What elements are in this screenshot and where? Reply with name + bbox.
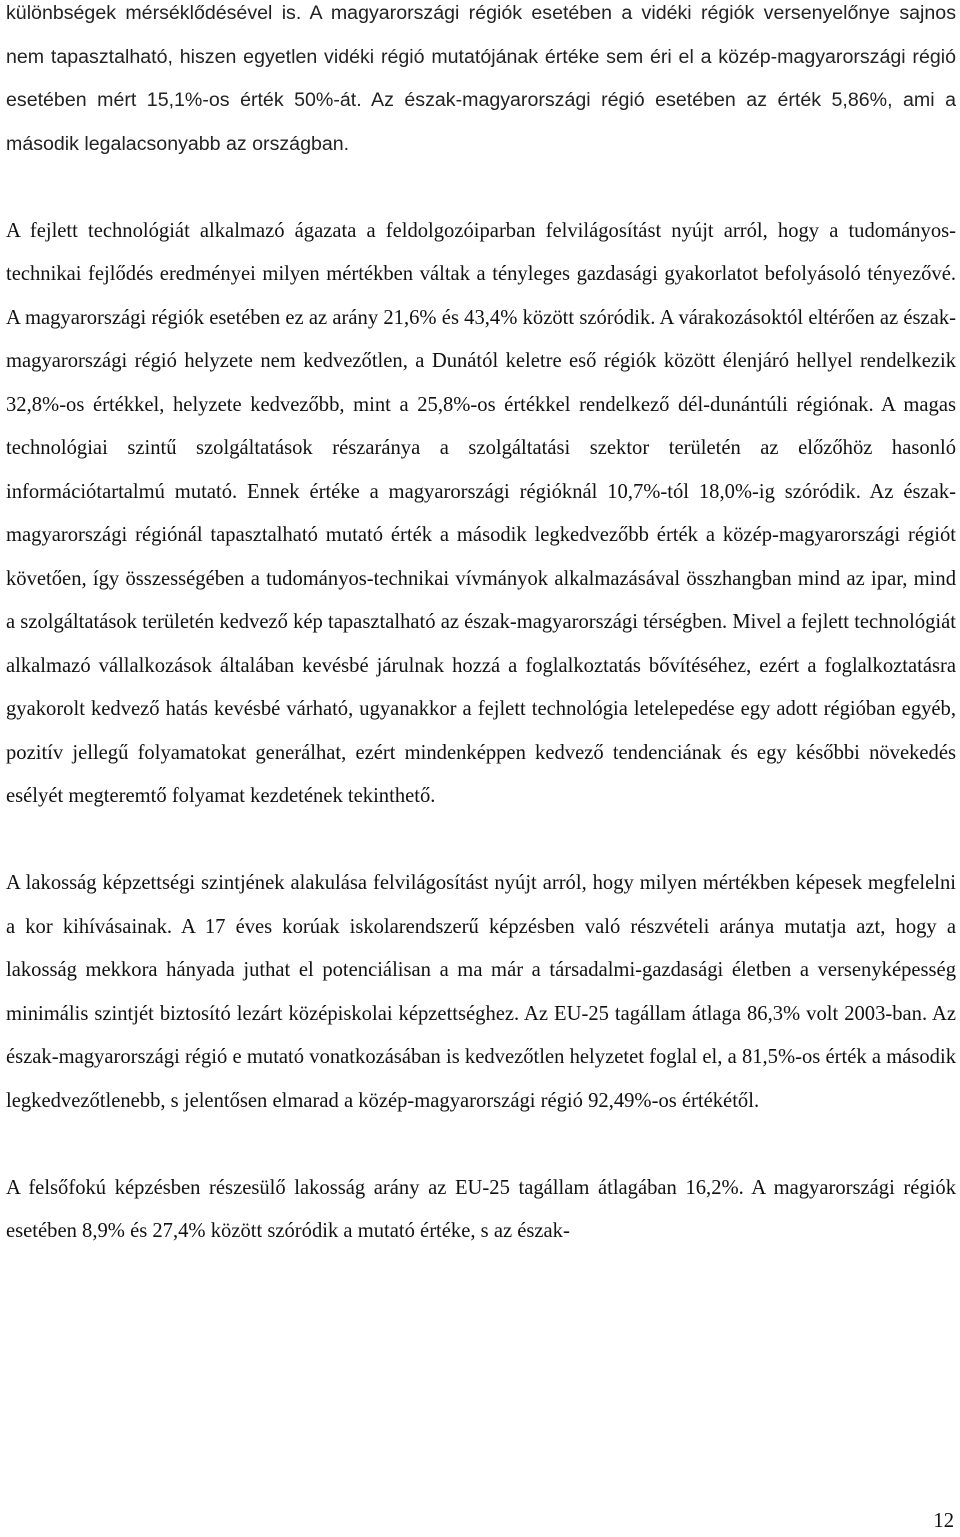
paragraph-education-level: A lakosság képzettségi szintjének alakulása felvilágosítást nyújt arról, hogy milyen mértékben képesek megfelelni a kor kihívásainak. A 17 éves korúak iskolarendszerű képzésben való részvételi aránya mutatja azt, hogy a lakosság mekkora hányada juthat el potenciálisan a ma már a társadalmi-gazdasági életben a versenyképesség minimális szintjét biztosító lezárt középiskolai képzettséghez. Az EU-25 tagállam átlaga 86,3% volt 2003-ban. Az észak-magyarországi régió e mutató vonatkozásában is kedvezőtlen helyzetet foglal el, a 81,5%-os érték a második legkedvezőtlenebb, s jelentősen elmarad a közép-magyarországi régió 92,49%-os értékétől. — [6, 872, 956, 1112]
paragraph-higher-education: A felsőfokú képzésben részesülő lakosság arány az EU-25 tagállam átlagában 16,2%. A magyarországi régiók esetében 8,9% és 27,4% között szóródik a mutató értéke, s az észak- — [6, 1176, 956, 1242]
paragraph-high-tech-sector: A fejlett technológiát alkalmazó ágazata a feldolgozóiparban felvilágosítást nyújt arról, hogy a tudományos-technikai fejlődés eredményei milyen mértékben váltak a tényleges gazdasági gyakorlatot befolyásoló tényezővé. A magyarországi régiók esetében ez az arány 21,6% és 43,4% között szóródik. A várakozásoktól eltérően az észak-magyarországi régió helyzete nem kedvezőtlen, a Dunától keletre eső régiók között élenjáró hellyel rendelkezik 32,8%-os értékkel, helyzete kedvezőbb, mint a 25,8%-os értékkel rendelkező dél-dunántúli régiónak. A magas technológiai szintű szolgáltatások részaránya a szolgáltatási szektor területén az előzőhöz hasonló információtartalmú mutató. Ennek értéke a magyarországi régióknál 10,7%-tól 18,0%-ig szóródik. Az észak-magyarországi régiónál tapasztalható mutató érték a második legkedvezőbb érték a közép-magyarországi régiót követően, így összességében a tudományos-technikai vívmányok alkalmazásával összhangban mind az ipar, mind a szolgáltatások területén kedvező kép tapasztalható az észak-magyarországi térségben. Mivel a fejlett technológiát alkalmazó vállalkozások általában kevésbé járulnak hozzá a foglalkoztatás bővítéséhez, ezért a foglalkoztatásra gyakorolt kedvező hatás kevésbé várható, ugyanakkor a fejlett technológia letelepedése egy adott régióban egyéb, pozitív jellegű folyamatokat generálhat, ezért mindenképpen kedvező tendenciának és egy későbbi növekedés esélyét megteremtő folyamat kezdetének tekinthető. — [6, 219, 956, 807]
page-number: 12 — [933, 1510, 954, 1532]
document-page — [6, 0, 956, 1254]
paragraph-regional-advantage: különbségek mérséklődésével is. A magyarországi régiók esetében a vidéki régiók versenyelőnye sajnos nem tapasztalható, hiszen egyetlen vidéki régió mutatójának értéke sem éri el a közép-magyarországi régió esetében mért 15,1%-os érték 50%-át. Az észak-magyarországi régió esetében az érték 5,86%, ami a második legalacsonyabb az országban. — [6, 2, 956, 155]
